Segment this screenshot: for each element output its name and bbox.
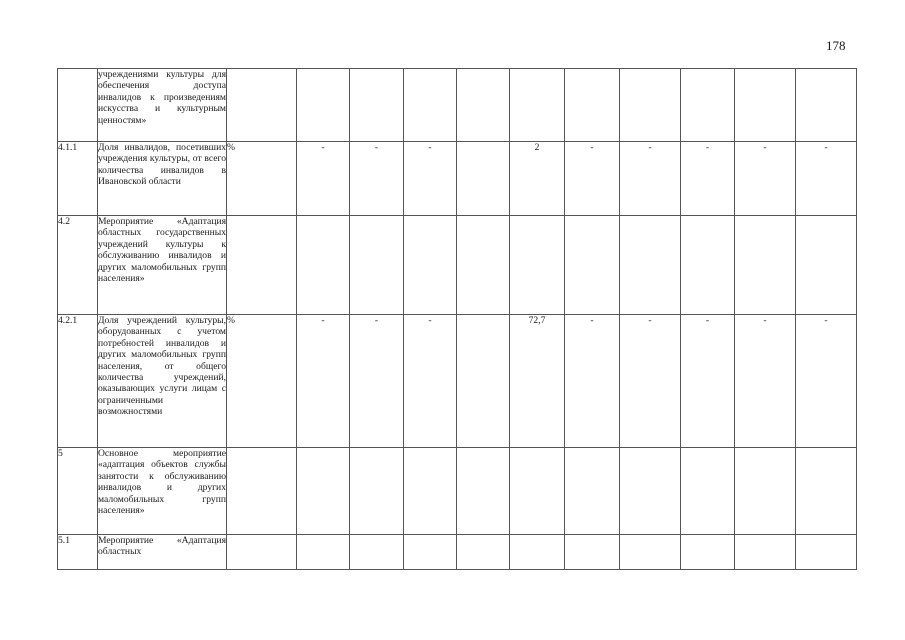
row-number: 4.2.1 bbox=[58, 315, 98, 448]
row-value bbox=[620, 535, 681, 570]
row-value bbox=[796, 216, 857, 315]
row-value bbox=[681, 448, 735, 535]
row-value: 72,7 bbox=[510, 315, 565, 448]
row-unit bbox=[227, 535, 297, 570]
indicators-table bbox=[57, 68, 857, 570]
row-name: Доля учреждений культуры, оборудованных с учетом потребностей инвалидов и других маломобильных групп населения, от общего количества учреждений, оказывающих услуги лицам с ограниченными возможностями bbox=[98, 315, 227, 448]
row-value bbox=[457, 315, 510, 448]
row-value bbox=[735, 535, 796, 570]
row-value bbox=[796, 69, 857, 142]
row-value: - bbox=[404, 142, 457, 216]
row-value: - bbox=[681, 142, 735, 216]
row-value bbox=[350, 69, 404, 142]
row-value bbox=[735, 69, 796, 142]
row-value bbox=[297, 448, 350, 535]
row-value bbox=[404, 69, 457, 142]
row-value bbox=[297, 216, 350, 315]
row-number: 4.1.1 bbox=[58, 142, 98, 216]
row-value: - bbox=[735, 315, 796, 448]
row-value bbox=[510, 448, 565, 535]
row-value bbox=[565, 448, 620, 535]
row-number: 5 bbox=[58, 448, 98, 535]
row-value: - bbox=[796, 142, 857, 216]
row-number: 4.2 bbox=[58, 216, 98, 315]
table-row bbox=[58, 535, 857, 570]
row-value bbox=[350, 216, 404, 315]
row-value bbox=[565, 216, 620, 315]
row-value bbox=[510, 216, 565, 315]
row-value bbox=[350, 448, 404, 535]
row-value: - bbox=[297, 142, 350, 216]
table-row bbox=[58, 315, 857, 448]
row-value: - bbox=[620, 315, 681, 448]
row-value bbox=[620, 448, 681, 535]
row-name: Доля инвалидов, посетивших учреждения культуры, от всего количества инвалидов в Ивановской области bbox=[98, 142, 227, 216]
row-value bbox=[565, 69, 620, 142]
row-value bbox=[457, 535, 510, 570]
row-value: - bbox=[620, 142, 681, 216]
row-value bbox=[796, 448, 857, 535]
row-value: - bbox=[297, 315, 350, 448]
row-unit bbox=[227, 448, 297, 535]
row-name: Мероприятие «Адаптация областных государственных учреждений культуры к обслуживанию инвалидов и других маломобильных групп населения» bbox=[98, 216, 227, 315]
row-value bbox=[620, 69, 681, 142]
row-value bbox=[404, 448, 457, 535]
table-row bbox=[58, 69, 857, 142]
row-name: Мероприятие «Адаптация областных bbox=[98, 535, 227, 570]
row-value bbox=[297, 69, 350, 142]
row-number: 5.1 bbox=[58, 535, 98, 570]
row-unit: % bbox=[227, 315, 297, 448]
row-value bbox=[735, 216, 796, 315]
row-value bbox=[796, 535, 857, 570]
row-value bbox=[681, 69, 735, 142]
row-value: 2 bbox=[510, 142, 565, 216]
row-value bbox=[565, 535, 620, 570]
row-value: - bbox=[350, 315, 404, 448]
row-name: учреждениями культуры для обеспечения доступа инвалидов к произведениям искусства и культурным ценностям» bbox=[98, 69, 227, 142]
row-value bbox=[620, 216, 681, 315]
page-number: 178 bbox=[826, 38, 846, 53]
row-value: - bbox=[404, 315, 457, 448]
row-value bbox=[510, 69, 565, 142]
row-value bbox=[404, 535, 457, 570]
row-unit bbox=[227, 69, 297, 142]
row-unit bbox=[227, 216, 297, 315]
row-value bbox=[457, 216, 510, 315]
row-value bbox=[457, 69, 510, 142]
row-value bbox=[457, 448, 510, 535]
table-row bbox=[58, 448, 857, 535]
row-value bbox=[457, 142, 510, 216]
row-name: Основное мероприятие «адаптация объектов службы занятости к обслуживанию инвалидов и других маломобильных групп населения» bbox=[98, 448, 227, 535]
row-value bbox=[735, 448, 796, 535]
row-value: - bbox=[796, 315, 857, 448]
row-value: - bbox=[350, 142, 404, 216]
row-value bbox=[404, 216, 457, 315]
row-value bbox=[297, 535, 350, 570]
row-value bbox=[681, 535, 735, 570]
row-value: - bbox=[565, 315, 620, 448]
row-unit: % bbox=[227, 142, 297, 216]
row-value: - bbox=[565, 142, 620, 216]
row-value bbox=[681, 216, 735, 315]
table-row bbox=[58, 142, 857, 216]
row-value: - bbox=[681, 315, 735, 448]
row-number bbox=[58, 69, 98, 142]
table-row bbox=[58, 216, 857, 315]
row-value bbox=[510, 535, 565, 570]
row-value: - bbox=[735, 142, 796, 216]
row-value bbox=[350, 535, 404, 570]
